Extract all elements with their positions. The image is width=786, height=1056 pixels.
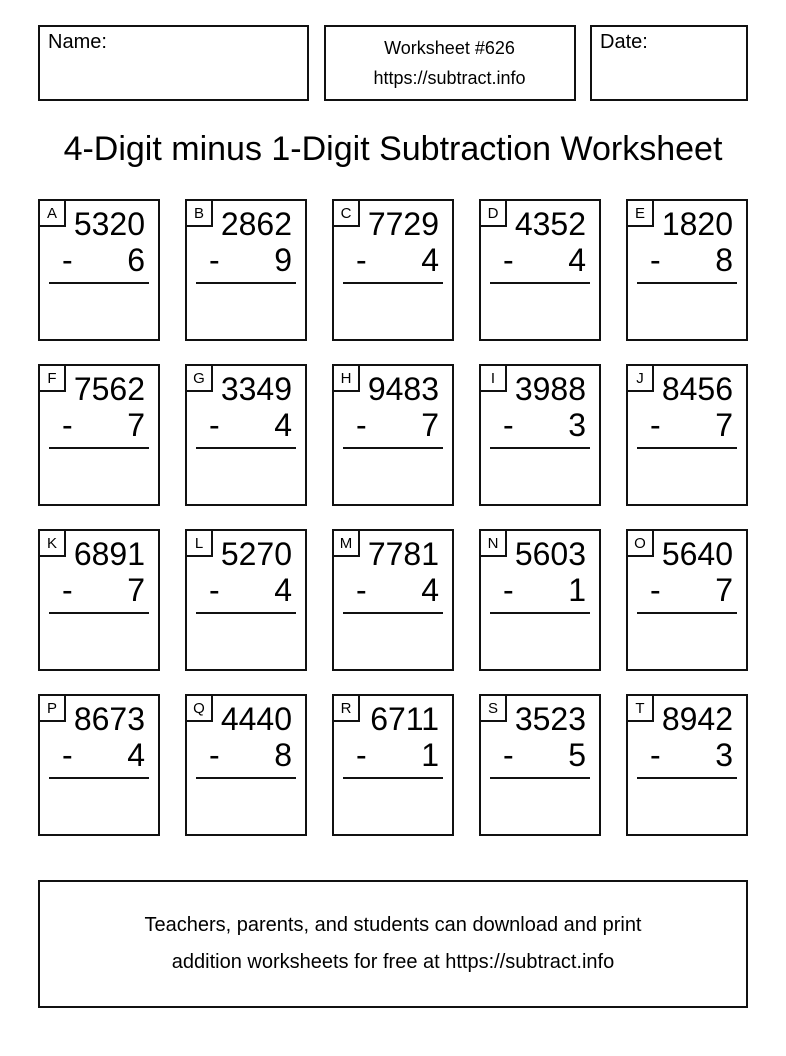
subtrahend: 8 [715, 242, 733, 278]
answer-space [628, 284, 746, 336]
problem-letter: R [340, 699, 352, 717]
problem-letter: O [634, 534, 646, 552]
minus-sign: - [62, 737, 73, 773]
subtrahend: 4 [421, 572, 439, 608]
subtrahend: 7 [127, 572, 145, 608]
problem-letter: C [340, 204, 352, 222]
problem-letter-badge [187, 366, 213, 392]
footer-box [38, 880, 748, 1008]
problem-letter-badge [187, 531, 213, 557]
minuend: 7781 [367, 536, 439, 572]
header [38, 25, 748, 101]
subtrahend: 3 [715, 737, 733, 773]
problem-letter: M [339, 534, 353, 552]
minuend: 5603 [514, 536, 586, 572]
subtraction-row [481, 574, 599, 606]
answer-space [628, 779, 746, 831]
name-field-box [38, 25, 309, 101]
problem-card [332, 694, 454, 836]
answer-space [187, 614, 305, 666]
answer-space [334, 614, 452, 666]
minuend: 9483 [367, 371, 439, 407]
minus-sign: - [650, 407, 661, 443]
date-field-box [590, 25, 748, 101]
name-label: Name: [48, 31, 107, 53]
minus-sign: - [650, 737, 661, 773]
problem-letter: A [46, 204, 57, 222]
subtraction-row [628, 574, 746, 606]
problem-card [626, 529, 748, 671]
answer-space [40, 614, 158, 666]
problem-card [626, 694, 748, 836]
minus-sign: - [209, 572, 220, 608]
problem-letter: F [47, 369, 57, 387]
answer-space [334, 779, 452, 831]
footer-line2: addition worksheets for free at https://subtract.info [171, 951, 615, 973]
problem-letter-badge [628, 696, 654, 722]
page-title: 4-Digit minus 1-Digit Subtraction Worksheet [63, 130, 723, 168]
answer-space [334, 284, 452, 336]
minus-sign: - [62, 572, 73, 608]
problem-card [479, 364, 601, 506]
problem-letter-badge [187, 201, 213, 227]
problem-letter-badge [40, 696, 66, 722]
problem-letter-badge [334, 201, 360, 227]
problem-card [479, 199, 601, 341]
problem-card [185, 199, 307, 341]
subtrahend: 7 [127, 407, 145, 443]
answer-space [481, 449, 599, 501]
subtrahend: 4 [421, 242, 439, 278]
minus-sign: - [356, 572, 367, 608]
minus-sign: - [62, 407, 73, 443]
subtrahend: 6 [127, 242, 145, 278]
minuend: 3988 [514, 371, 586, 407]
minuend: 1820 [661, 206, 733, 242]
subtrahend: 3 [568, 407, 586, 443]
subtraction-row [40, 739, 158, 771]
answer-space [628, 449, 746, 501]
subtraction-row [187, 574, 305, 606]
date-label: Date: [600, 31, 648, 53]
problem-card [185, 364, 307, 506]
worksheet-number: Worksheet #626 [384, 38, 515, 58]
problems-grid [38, 199, 748, 836]
subtraction-row [334, 244, 452, 276]
subtrahend: 4 [274, 572, 292, 608]
minuend: 7562 [73, 371, 145, 407]
problem-card [332, 364, 454, 506]
answer-space [481, 284, 599, 336]
minuend: 4440 [220, 701, 292, 737]
minuend: 3523 [514, 701, 586, 737]
subtrahend: 7 [421, 407, 439, 443]
footer-line1: Teachers, parents, and students can download and print [144, 914, 642, 936]
minus-sign: - [356, 407, 367, 443]
problem-letter-badge [334, 531, 360, 557]
subtrahend: 9 [274, 242, 292, 278]
subtraction-row [481, 244, 599, 276]
problem-card [332, 529, 454, 671]
minuend: 6711 [370, 701, 439, 737]
problem-card [479, 529, 601, 671]
problem-letter: I [490, 369, 496, 387]
subtraction-row [628, 244, 746, 276]
subtraction-row [187, 409, 305, 441]
subtraction-row [187, 739, 305, 771]
subtrahend: 8 [274, 737, 292, 773]
subtrahend: 5 [568, 737, 586, 773]
problem-letter-badge [334, 366, 360, 392]
minuend: 2862 [220, 206, 292, 242]
subtrahend: 4 [568, 242, 586, 278]
problem-letter: G [193, 369, 205, 387]
minus-sign: - [356, 242, 367, 278]
problem-letter-badge [628, 201, 654, 227]
problem-letter-badge [481, 696, 507, 722]
problem-card [626, 364, 748, 506]
answer-space [628, 614, 746, 666]
subtraction-row [40, 574, 158, 606]
subtrahend: 1 [568, 572, 586, 608]
subtrahend: 7 [715, 407, 733, 443]
answer-space [481, 779, 599, 831]
subtrahend: 4 [127, 737, 145, 773]
problem-letter-badge [481, 366, 507, 392]
problem-letter-badge [334, 696, 360, 722]
minuend: 3349 [220, 371, 292, 407]
problem-card [185, 694, 307, 836]
subtraction-row [628, 409, 746, 441]
minus-sign: - [503, 737, 514, 773]
subtrahend: 4 [274, 407, 292, 443]
minus-sign: - [503, 572, 514, 608]
answer-space [40, 449, 158, 501]
subtraction-row [334, 409, 452, 441]
minuend: 7729 [367, 206, 439, 242]
minus-sign: - [650, 572, 661, 608]
answer-space [40, 779, 158, 831]
problem-card [38, 364, 160, 506]
problem-card [38, 529, 160, 671]
subtraction-row [187, 244, 305, 276]
subtraction-row [481, 409, 599, 441]
minus-sign: - [62, 242, 73, 278]
problem-letter: S [487, 699, 498, 717]
problem-letter-badge [40, 366, 66, 392]
minuend: 5320 [73, 206, 145, 242]
problem-letter: E [634, 204, 645, 222]
problem-letter-badge [628, 366, 654, 392]
subtrahend: 1 [421, 737, 439, 773]
minus-sign: - [503, 242, 514, 278]
problem-card [185, 529, 307, 671]
minuend: 8673 [73, 701, 145, 737]
problem-letter: D [487, 204, 499, 222]
answer-space [40, 284, 158, 336]
worksheet-url: https://subtract.info [373, 68, 526, 88]
problem-letter-badge [187, 696, 213, 722]
minuend: 5640 [661, 536, 733, 572]
problem-card [332, 199, 454, 341]
subtraction-row [628, 739, 746, 771]
subtrahend: 7 [715, 572, 733, 608]
minus-sign: - [503, 407, 514, 443]
minus-sign: - [209, 737, 220, 773]
problem-letter: L [194, 534, 204, 552]
problem-letter-badge [40, 201, 66, 227]
problem-letter: H [340, 369, 352, 387]
problem-letter: B [193, 204, 204, 222]
answer-space [481, 614, 599, 666]
problem-letter: N [487, 534, 499, 552]
minus-sign: - [209, 407, 220, 443]
subtraction-row [40, 244, 158, 276]
answer-space [187, 284, 305, 336]
problem-letter: P [46, 699, 57, 717]
problem-card [479, 694, 601, 836]
minuend: 8942 [661, 701, 733, 737]
problem-card [626, 199, 748, 341]
minuend: 5270 [220, 536, 292, 572]
worksheet-info-box [324, 25, 576, 101]
problem-card [38, 694, 160, 836]
problem-letter: J [636, 369, 644, 387]
minus-sign: - [209, 242, 220, 278]
answer-space [187, 779, 305, 831]
problem-letter-badge [481, 201, 507, 227]
minuend: 4352 [514, 206, 586, 242]
subtraction-row [334, 574, 452, 606]
minus-sign: - [356, 737, 367, 773]
problem-letter-badge [481, 531, 507, 557]
minus-sign: - [650, 242, 661, 278]
problem-letter-badge [628, 531, 654, 557]
minuend: 8456 [661, 371, 733, 407]
problem-card [38, 199, 160, 341]
minuend: 6891 [73, 536, 145, 572]
subtraction-row [40, 409, 158, 441]
subtraction-row [334, 739, 452, 771]
subtraction-row [481, 739, 599, 771]
problem-letter-badge [40, 531, 66, 557]
problem-letter: T [635, 699, 645, 717]
answer-space [334, 449, 452, 501]
problem-letter: Q [193, 699, 205, 717]
answer-space [187, 449, 305, 501]
problem-letter: K [46, 534, 57, 552]
